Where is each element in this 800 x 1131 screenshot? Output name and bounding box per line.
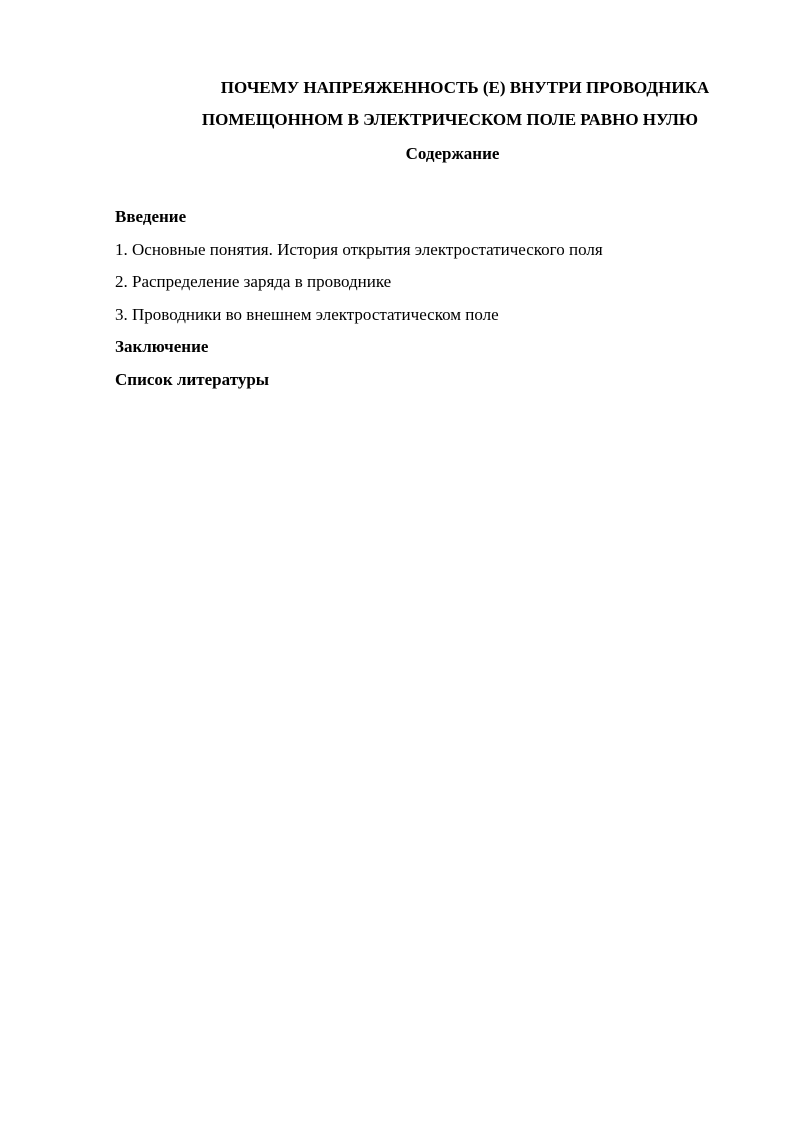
toc-item-conclusion: Заключение <box>115 337 209 356</box>
toc-item-section-3: 3. Проводники во внешнем электростатическом поле <box>115 304 499 324</box>
toc-item-section-1: 1. Основные понятия. История открытия электростатического поля <box>115 239 603 259</box>
toc-item-references: Список литературы <box>115 369 270 389</box>
toc-item-introduction: Введение <box>115 207 187 226</box>
table-of-contents <box>115 207 775 402</box>
document-title-line-1: ПОЧЕМУ НАПРЕЯЖЕННОСТЬ (Е) ВНУТРИ ПРОВОДНИКА <box>220 78 710 97</box>
contents-heading: Содержание <box>405 144 500 163</box>
document-title-line-2: ПОМЕЩОННОМ В ЭЛЕКТРИЧЕСКОМ ПОЛЕ РАВНО НУЛЮ <box>201 110 699 129</box>
toc-item-section-2: 2. Распределение заряда в проводнике <box>115 272 392 291</box>
